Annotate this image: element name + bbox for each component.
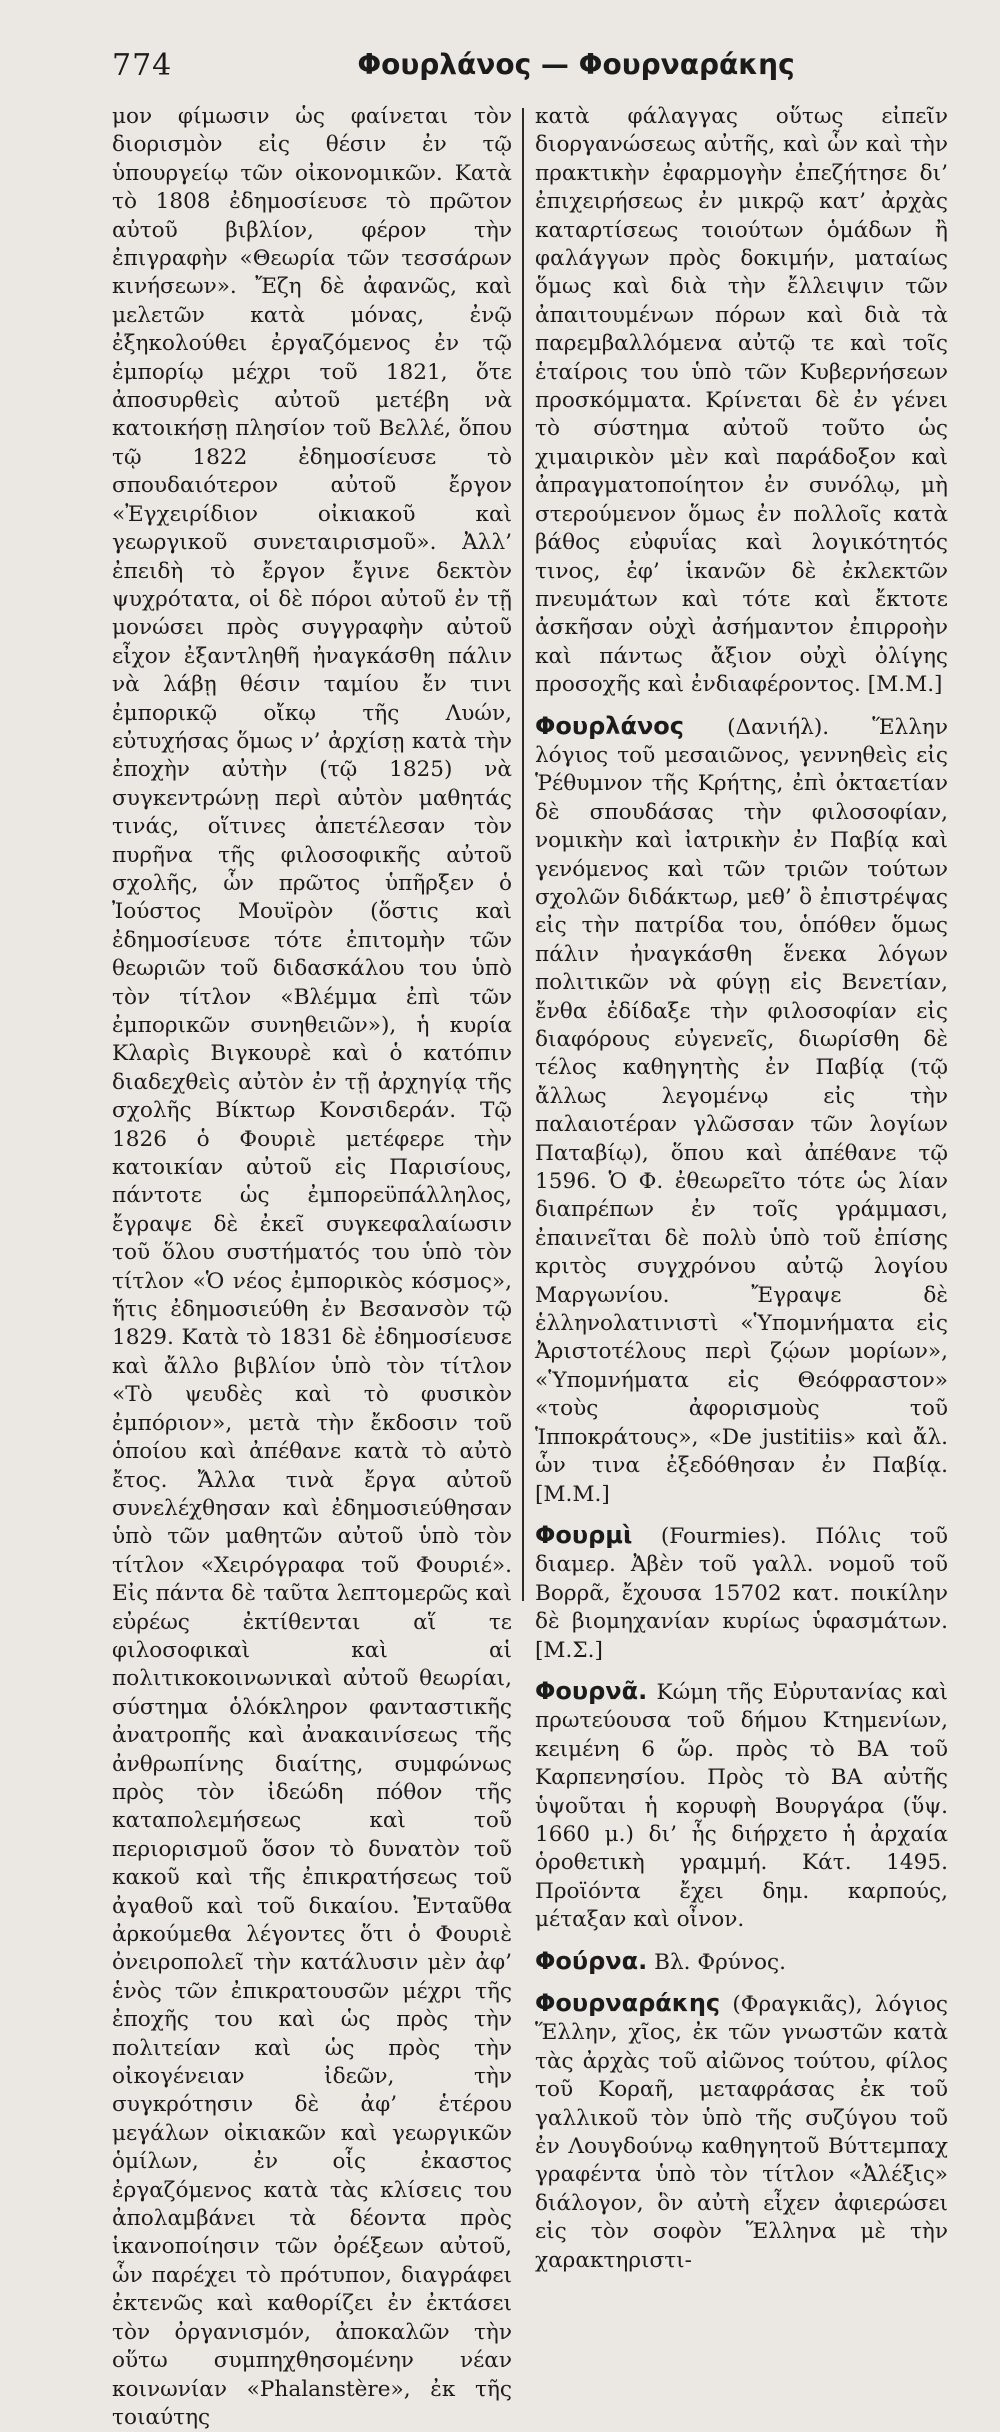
entry-text: Βλ. Φρύνος.: [654, 1949, 787, 1975]
continuation-paragraph: κατὰ φάλαγγας οὕτως εἰπεῖν διοργανώσεως αὐτῆς, καὶ ὧν καὶ τὴν πρακτικὴν ἐφαρμογὴν ἐπεζήτησε δι’ ἐπιχειρήσεως ἐν μικρῷ κατ’ ἀρχὰς καταρτίσεως τοιούτων ὁμάδων ἢ φαλάγγων πρὸς δοκιμήν, ματαίως ὅμως καὶ διὰ τὴν ἔλλειψιν τῶν ἀπαιτουμένων πόρων καὶ διὰ τὰ παρεμβαλλόμενα αὐτῷ τε καὶ τοῖς ἑταίροις του ὑπὸ τῶν Κυβερνήσεων προσκόμματα. Κρίνεται δὲ ἐν γένει τὸ σύστημα αὐτοῦ τοῦτο ὡς χιμαιρικὸν μὲν καὶ παράδοξον καὶ ἀπραγματοποίητον ἐν συνόλῳ, μὴ στερούμενον ὅμως ἐν πολλοῖς κατὰ βάθος εὐφυΐας καὶ λογικότητός τινος, ἐφ’ ἱκανῶν δὲ ἐκλεκτῶν πνευμάτων καὶ τότε καὶ ἔκτοτε ἀσκῆσαν οὐχὶ ἀσήμαντον ἐπιρροὴν καὶ πάντως ἄξιον οὐχὶ ὀλίγης προσοχῆς καὶ ἐνδιαφέροντος. [Μ.Μ.]: [535, 104, 948, 698]
left-column: [112, 103, 512, 2430]
page-header: [112, 44, 960, 88]
entry-headword: Φουρναράκης: [535, 1989, 721, 2017]
entry-fourna: [535, 1677, 948, 1935]
entry-fourna-bl: [535, 1947, 948, 1977]
entry-text: (Φραγκιᾶς), λόγιος Ἕλλην, χῖος, ἐκ τῶν γνωστῶν κατὰ τὰς ἀρχὰς τοῦ αἰῶνος τούτου, φίλος τοῦ Κοραῆ, μεταφράσας ἐκ τοῦ γαλλικοῦ τὸν ὑπὸ τῆς συζύγου τοῦ ἐν Λουγδούνῳ καθηγητοῦ Βύττεμπαχ γραφέντα ὑπὸ τὸν τίτλον «Ἀλέξις» διάλογον, ὃν αὐτὴ εἶχεν ἀφιερώσει εἰς τὸν σοφὸν Ἕλληνα μὲ τὴν χαρακτηριστι-: [535, 1992, 948, 2273]
entry-fourlanos: [535, 712, 948, 1509]
entry-fourmi: [535, 1521, 948, 1665]
entry-headword: Φούρνα.: [535, 1946, 648, 1975]
entry-text: Κώμη τῆς Εὐρυτανίας καὶ πρωτεύουσα τοῦ δήμου Κτημενίων, κειμένη 6 ὥρ. πρὸς τὸ ΒΑ τοῦ Καρπενησίου. Πρὸς τὸ ΒΑ αὐτῆς ὑψοῦται ἡ κορυφὴ Βουργάρα (ὕψ. 1660 μ.) δι’ ἧς διήρχετο ἡ ἀρχαία ὁροθετικὴ γραμμή. Κάτ. 1495. Προϊόντα ἔχει δημ. καρπούς, μέταξαν καὶ οἶνον.: [535, 1679, 948, 1933]
entry-headword: Φουρνᾶ.: [535, 1676, 648, 1705]
entry-fournarakis: [535, 1989, 948, 2275]
entry-headword: Φουρμὶ: [535, 1520, 633, 1549]
entry-text: (Fourmies). Πόλις τοῦ διαμερ. Ἀβὲν τοῦ γαλλ. νομοῦ τοῦ Βορρᾶ, ἔχουσα 15702 κατ. ποικίλην δὲ βιομηχανίαν κυρίως ὑφασμάτων. [Μ.Σ.]: [535, 1523, 948, 1663]
entry-headword: Φουρλάνος: [535, 711, 685, 740]
column-divider: [522, 108, 524, 1601]
entry-text: (Δανιήλ). Ἕλλην λόγιος τοῦ μεσαιῶνος, γεννηθεὶς εἰς Ῥέθυμνον τῆς Κρήτης, ἐπὶ ὀκταετίαν δὲ σπουδάσας τὴν φιλοσοφίαν, νομικὴν καὶ ἰατρικὴν ἐν Παβίᾳ καὶ γενόμενος καὶ τῶν τριῶν τούτων σχολῶν διδάκτωρ, μεθ’ ὃ ἐπιστρέψας εἰς τὴν πατρίδα του, ὁπόθεν ὅμως πάλιν ἠναγκάσθη ἕνεκα λόγων πολιτικῶν νὰ φύγῃ εἰς Βενετίαν, ἔνθα ἐδίδαξε τὴν φιλοσοφίαν εἰς διαφόρους εὐγενεῖς, διωρίσθη δὲ τέλος καθηγητὴς ἐν Παβίᾳ (τῷ ἄλλως λεγομένῳ εἰς τὴν παλαιοτέραν γλῶσσαν τῶν λογίων Παταβίῳ), ὅπου καὶ ἀπέθανε τῷ 1596. Ὁ Φ. ἐθεωρεῖτο τότε ὡς λίαν διαπρέπων ἐν τοῖς γράμμασι, ἐπαινεῖται δὲ πολὺ ὑπὸ τοῦ ἐπίσης κριτὸς συγχρόνου αὐτῷ λογίου Μαργωνίου. Ἔγραψε δὲ ἑλληνολατινιστὶ «Ὑπομνήματα εἰς Ἀριστοτέλους περὶ ζῴων μορίων», «Ὑπομνήματα εἰς Θεόφραστον» «τοὺς ἀφορισμοὺς τοῦ Ἱπποκράτους», «De justitiis» καὶ ἄλ. ὧν τινα ἐξεδόθησαν ἐν Παβίᾳ. [Μ.Μ.]: [535, 714, 948, 1507]
right-column: [535, 103, 948, 2273]
left-column-text: μον φίμωσιν ὡς φαίνεται τὸν διορισμὸν εἰς θέσιν ἐν τῷ ὑπουργείῳ τῶν οἰκονομικῶν. Κατὰ τὸ 1808 ἐδημοσίευσε τὸ πρῶτον αὐτοῦ βιβλίον, φέρον τὴν ἐπιγραφὴν «Θεωρία τῶν τεσσάρων κινήσεων». Ἔζη δὲ ἀφανῶς, καὶ μελετῶν κατὰ μόνας, ἐνῷ ἐξηκολούθει ἐργαζόμενος ἐν τῷ ἐμπορίῳ μέχρι τοῦ 1821, ὅτε ἀποσυρθεὶς αὐτοῦ μετέβη νὰ κατοικήσῃ πλησίον τοῦ Βελλέ, ὅπου τῷ 1822 ἐδημοσίευσε τὸ σπουδαιότερον αὐτοῦ ἔργον «Ἐγχειρίδιον οἰκιακοῦ καὶ γεωργικοῦ συνεταιρισμοῦ». Ἀλλ’ ἐπειδὴ τὸ ἔργον ἔγινε δεκτὸν ψυχρότατα, οἱ δὲ πόροι αὐτοῦ ἐν τῇ μονώσει πρὸς συγγραφὴν αὐτοῦ εἶχον ἐξαντληθῆ ἠναγκάσθη πάλιν νὰ λάβῃ θέσιν ταμίου ἔν τινι ἐμπορικῷ οἴκῳ τῆς Λυών, εὐτυχήσας ὅμως ν’ ἀρχίσῃ κατὰ τὴν ἐποχὴν αὐτὴν (τῷ 1825) νὰ συγκεντρώνῃ περὶ αὐτὸν μαθητάς τινάς, οἵτινες ἀπετέλεσαν τὸν πυρῆνα τῆς φιλοσοφικῆς αὐτοῦ σχολῆς, ὧν πρῶτος ὑπῆρξεν ὁ Ἰούστος Μουϊρὸν (ὅστις καὶ ἐδημοσίευσε τότε ἐπιτομὴν τῶν θεωριῶν τοῦ διδασκάλου του ὑπὸ τὸν τίτλον «Βλέμμα ἐπὶ τῶν ἐμπορικῶν συνηθειῶν»), ἡ κυρία Κλαρὶς Βιγκουρὲ καὶ ὁ κατόπιν διαδεχθεὶς αὐτὸν ἐν τῇ ἀρχηγίᾳ τῆς σχολῆς Βίκτωρ Κονσιδεράν. Τῷ 1826 ὁ Φουριὲ μετέφερε τὴν κατοικίαν αὐτοῦ εἰς Παρισίους, πάντοτε ὡς ἐμπορεϋπάλληλος, ἔγραψε δὲ ἐκεῖ συγκεφαλαίωσιν τοῦ ὅλου συστήματός του ὑπὸ τὸν τίτλον «Ὁ νέος ἐμπορικὸς κόσμος», ἥτις ἐδημοσιεύθη ἐν Βεσανσὸν τῷ 1829. Κατὰ τὸ 1831 δὲ ἐδημοσίευσε καὶ ἄλλο βιβλίον ὑπὸ τὸν τίτλον «Τὸ ψευδὲς καὶ τὸ φυσικὸν ἐμπόριον», μετὰ τὴν ἔκδοσιν τοῦ ὁποίου καὶ ἀπέθανε κατὰ τὸ αὐτὸ ἔτος. Ἄλλα τινὰ ἔργα αὐτοῦ συνελέχθησαν καὶ ἐδημοσιεύθησαν ὑπὸ τῶν μαθητῶν αὐτοῦ ὑπὸ τὸν τίτλον «Χειρόγραφα τοῦ Φουριέ». Εἰς πάντα δὲ ταῦτα λεπτομερῶς καὶ εὐρέως ἐκτίθενται αἵ τε φιλοσοφικαὶ καὶ αἱ πολιτικοκοινωνικαὶ αὐτοῦ θεωρίαι, σύστημα ὁλόκληρον φανταστικῆς ἀνατροπῆς καὶ ἀνακαινίσεως τῆς ἀνθρωπίνης διαίτης, συμφώνως πρὸς τὸν ἰδεώδη πόθον τῆς καταπολεμήσεως καὶ τοῦ περιορισμοῦ ὅσον τὸ δυνατὸν τοῦ κακοῦ καὶ τῆς ἐπικρατήσεως τοῦ ἀγαθοῦ καὶ τοῦ δικαίου. Ἐνταῦθα ἀρκούμεθα λέγοντες ὅτι ὁ Φουριὲ ὀνειροπολεῖ τὴν κατάλυσιν μὲν ἀφ’ ἑνὸς τῶν ἐπικρατουσῶν μέχρι τῆς ἐποχῆς του καὶ ὡς πρὸς τὴν πολιτείαν καὶ ὡς πρὸς τὴν οἰκογένειαν ἰδεῶν, τὴν συγκρότησιν δὲ ἀφ’ ἑτέρου μεγάλων οἰκιακῶν καὶ γεωργικῶν ὁμίλων, ἐν οἷς ἐκαστος ἐργαζόμενος κατὰ τὰς κλίσεις του ἀπολαμβάνει τὰ δέοντα πρὸς ἱκανοποίησιν τῶν ὀρέξεων αὐτοῦ, ὧν παρέχει τὸ πρότυπον, διαγράφει ἐκτενῶς καὶ καθορίζει ἐν ἐκτάσει τὸν ὀργανισμόν, ἀποκαλῶν τὴν οὕτω συμπηχθησομένην νέαν κοινωνίαν «Phalanstère», ἐκ τῆς τοιαύτης: [112, 104, 512, 2430]
running-title: Φουρλάνος — Φουρναράκης: [357, 48, 795, 81]
page-number: 774: [112, 48, 173, 83]
